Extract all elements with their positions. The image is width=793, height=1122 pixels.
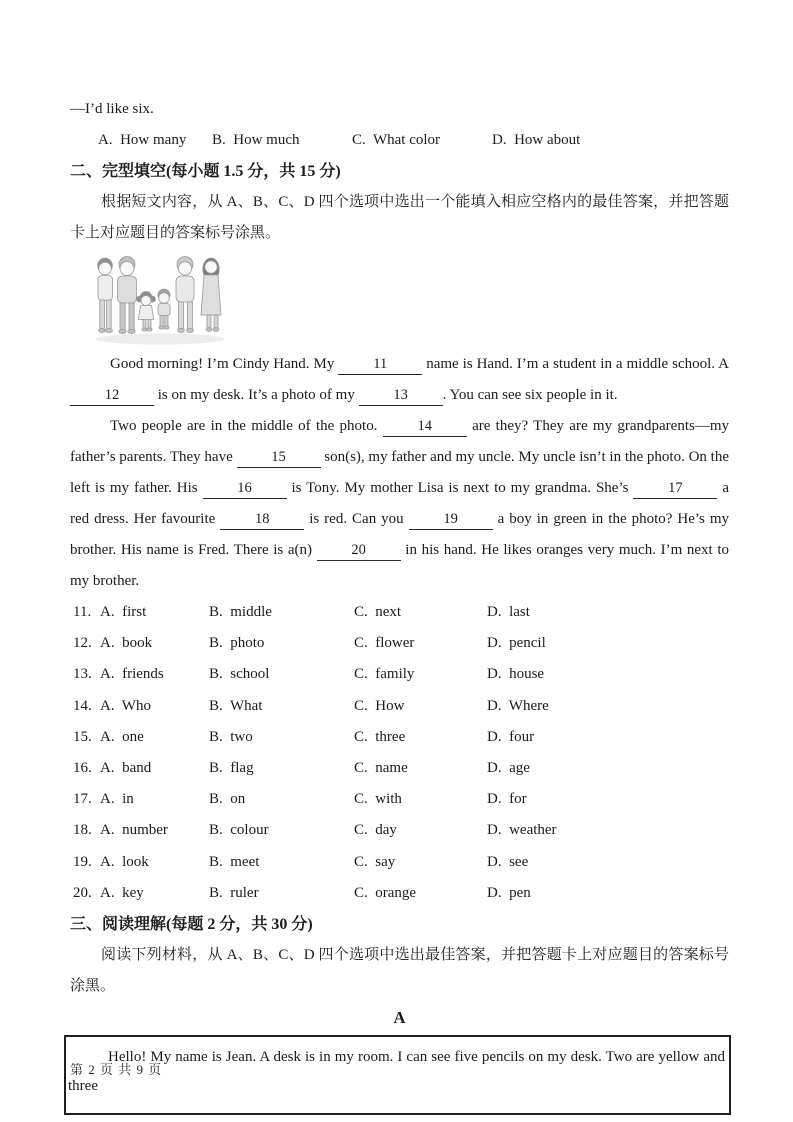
option-B: B. ruler — [209, 884, 259, 901]
option-C: C. flower — [354, 635, 415, 652]
blank-16: 16 — [203, 478, 287, 499]
option-D: D. pen — [487, 884, 531, 901]
option-C: C. with — [354, 791, 402, 808]
option-C: C. say — [354, 853, 396, 870]
option-B: B. two — [209, 728, 253, 745]
question-row-14 — [70, 691, 729, 722]
option-B: B. flag — [209, 760, 254, 777]
option-A: A. book — [100, 635, 153, 652]
passage-paragraph: Good morning! I’m Cindy Hand. My 11 name is Hand. I’m a student in a middle school. A 12 is on my desk. It’s a photo of my 13 . You can see six people in it. — [70, 349, 729, 411]
question-row-11 — [70, 597, 729, 628]
question-number: 20. — [73, 884, 92, 901]
option-A: A. How many — [98, 132, 187, 148]
option-C: C. day — [354, 822, 397, 839]
option-A: A. number — [100, 822, 168, 839]
option-B: B. school — [209, 666, 270, 683]
option-A: A. Who — [100, 697, 151, 714]
option-C: C. name — [354, 760, 408, 777]
question-number: 19. — [73, 853, 92, 870]
reading-section-heading: 三、阅读理解(每题 2 分，共 30 分) — [70, 916, 313, 934]
blank-11: 11 — [338, 354, 422, 375]
question-options-row — [70, 125, 729, 156]
question-number: 18. — [73, 822, 92, 839]
option-B: B. meet — [209, 853, 260, 870]
question-row-18 — [70, 815, 729, 846]
option-A: A. look — [100, 853, 149, 870]
question-stem: —I’d like six. — [70, 101, 154, 117]
option-D: D. four — [487, 728, 535, 745]
page-number-footer: 第 2 页 共 9 页 — [70, 1062, 163, 1077]
option-B: B. photo — [209, 635, 265, 652]
cloze-passage — [70, 349, 729, 597]
question-number: 15. — [73, 728, 92, 745]
reading-instructions: 阅读下列材料，从 A、B、C、D 四个选项中选出最佳答案，并把答题卡上对应题目的答案标号涂黑。 — [70, 947, 729, 995]
option-D: D. see — [487, 853, 529, 870]
option-A: A. first — [100, 604, 147, 620]
option-B: B. middle — [209, 604, 272, 620]
question-number: 13. — [73, 666, 92, 683]
option-C: C. orange — [354, 884, 417, 901]
blank-15: 15 — [237, 447, 321, 468]
reading-passage-box — [64, 1035, 731, 1115]
option-C: C. family — [354, 666, 415, 683]
question-number: 14. — [73, 697, 92, 714]
blank-14: 14 — [383, 416, 467, 437]
option-D: D. last — [487, 604, 530, 620]
reading-passage-label: A — [393, 1008, 406, 1028]
option-D: D. house — [487, 666, 545, 683]
page-content — [70, 94, 729, 1115]
question-row-17 — [70, 784, 729, 815]
question-number: 12. — [73, 635, 92, 652]
cloze-questions — [70, 597, 729, 909]
option-C: C. What color — [352, 132, 441, 148]
cloze-instructions: 根据短文内容，从 A、B、C、D 四个选项中选出一个能填入相应空格内的最佳答案，并把答题卡上对应题目的答案标号涂黑。 — [70, 194, 729, 241]
family-photo-illustration — [88, 252, 238, 347]
option-A: A. one — [100, 728, 144, 745]
blank-13: 13 — [359, 385, 443, 406]
question-number: 11. — [73, 604, 92, 620]
question-row-20 — [70, 878, 729, 909]
cloze-section-heading: 二、完型填空(每小题 1.5 分，共 15 分) — [70, 163, 341, 180]
option-D: D. Where — [487, 697, 549, 714]
option-B: B. How much — [212, 132, 300, 148]
passage-paragraph: Two people are in the middle of the photo. 14 are they? They are my grandparents—my father’s parents. They have 15 son(s), my father and my uncle. My uncle isn’t in the photo. On the left is my father. His 16 is Tony. My mother Lisa is next to my grandma. She’s 17 a red dress. Her favourite 18 is red. Can you 19 a boy in green in the photo? He’s my brother. His name is Fred. There is a(n) 20 in his hand. He likes oranges very much. I’m next to my brother. — [70, 418, 729, 589]
question-row-13 — [70, 659, 729, 690]
question-row-12 — [70, 628, 729, 659]
option-A: A. band — [100, 760, 152, 777]
blank-18: 18 — [220, 509, 304, 530]
option-B: B. colour — [209, 822, 269, 839]
family-illustration-svg — [88, 252, 238, 347]
option-A: A. key — [100, 884, 144, 901]
blank-12: 12 — [70, 385, 154, 406]
blank-20: 20 — [317, 540, 401, 561]
blank-17: 17 — [633, 478, 717, 499]
option-D: D. weather — [487, 822, 557, 839]
option-B: B. on — [209, 791, 246, 808]
option-D: D. for — [487, 791, 527, 808]
option-C: C. How — [354, 697, 405, 714]
option-C: C. next — [354, 604, 402, 620]
question-row-16 — [70, 753, 729, 784]
blank-19: 19 — [409, 509, 493, 530]
option-D: D. age — [487, 760, 530, 777]
option-A: A. friends — [100, 666, 164, 683]
option-D: D. pencil — [487, 635, 546, 652]
question-number: 16. — [73, 760, 92, 777]
option-D: D. How about — [492, 132, 581, 148]
question-row-19 — [70, 847, 729, 878]
reading-passage-text: Hello! My name is Jean. A desk is in my room. I can see five pencils on my desk. Two are yellow and three — [68, 1049, 725, 1095]
question-row-15 — [70, 722, 729, 753]
question-number: 17. — [73, 791, 92, 808]
option-B: B. What — [209, 697, 263, 714]
option-C: C. three — [354, 728, 406, 745]
option-A: A. in — [100, 791, 134, 808]
